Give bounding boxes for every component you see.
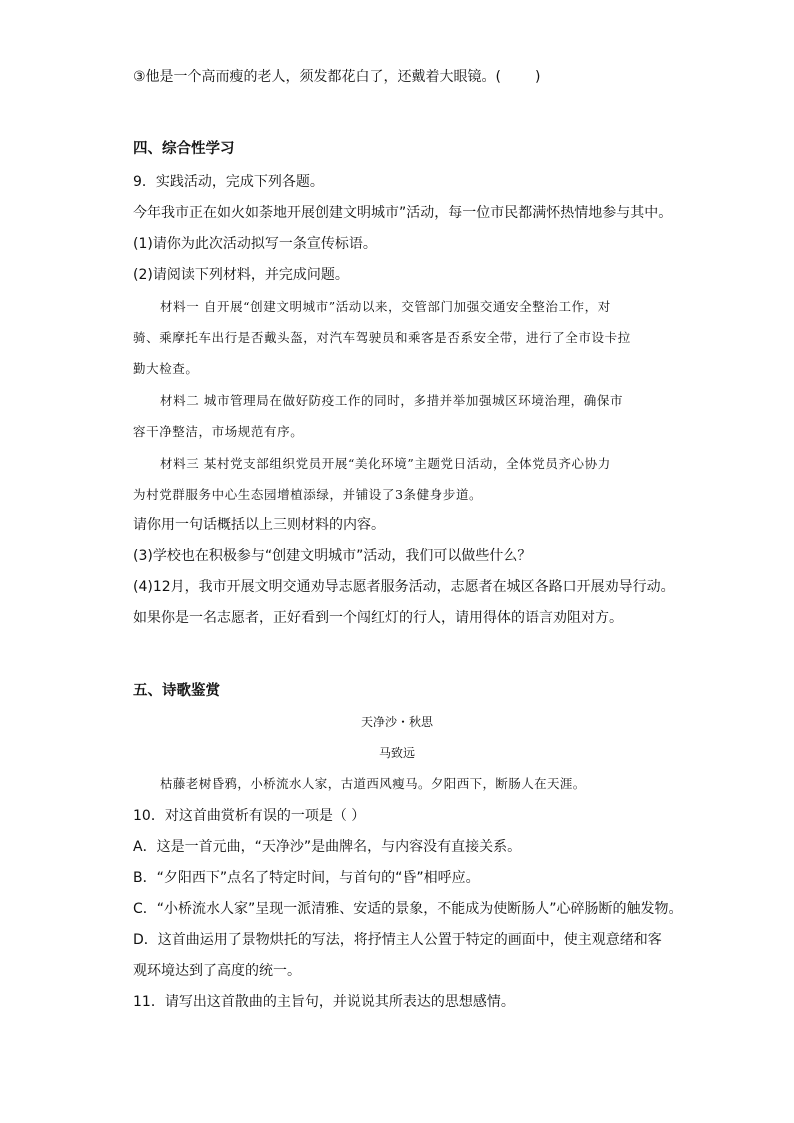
sub-question-3: (3)学校也在积极参与“创建文明城市”活动，我们可以做些什么？ (133, 548, 532, 564)
question-9-intro: 今年我市正在如火如荼地开展创建文明城市”活动，每一位市民都满怀热情地参与其中。 (133, 205, 673, 221)
item-3-text: ③他是一个高而瘦的老人，须发都花白了，还戴着大眼镜。( (133, 69, 502, 85)
poem-text: 枯藤老树昏鸦，小桥流水人家，古道西风瘦马。夕阳西下，断肠人在天涯。 (160, 776, 586, 791)
section-4-heading: 四、综合性学习 (133, 141, 235, 157)
option-d-line-2: 观环境达到了高度的统一。 (133, 963, 301, 979)
sub-question-2: (2)请阅读下列材料，并完成问题。 (133, 267, 349, 283)
material-1-line-3: 勤大检查。 (133, 361, 199, 376)
sub-question-4-line-2: 如果你是一名志愿者，正好看到一个闯红灯的行人，请用得体的语言劝阻对方。 (133, 610, 623, 626)
section-5-heading: 五、诗歌鉴赏 (133, 683, 220, 699)
option-a[interactable]: A．这是一首元曲，“天净沙”是曲牌名，与内容没有直接关系。 (133, 839, 522, 855)
question-9-title: 9．实践活动，完成下列各题。 (133, 174, 324, 190)
material-3-line-1: 材料三 某村党支部组织党员开展“美化环境”主题党日活动，全体党员齐心协力 (160, 456, 611, 471)
material-1-line-2: 骑、乘摩托车出行是否戴头盔，对汽车驾驶员和乘客是否系安全带，进行了全市设卡拉 (133, 330, 631, 345)
question-10: 10．对这首曲赏析有误的一项是（ ） (133, 808, 366, 824)
sub-question-4-line-1: (4)12月，我市开展文明交通劝导志愿者服务活动，志愿者在城区各路口开展劝导行动。 (133, 579, 675, 595)
material-2-line-2: 容干净整洁，市场规范有序。 (133, 424, 304, 439)
item-3-close: ) (535, 69, 541, 85)
material-3-line-2: 为村党群服务中心生态园增植添绿，并铺设了3条健身步道。 (133, 487, 483, 502)
material-1-line-1: 材料一 自开展“创建文明城市”活动以来，交管部门加强交通安全整治工作，对 (160, 299, 611, 314)
poem-title: 天净沙・秋思 (360, 715, 433, 729)
question-11: 11．请写出这首散曲的主旨句，并说说其所表达的思想感情。 (133, 994, 515, 1010)
poem-author: 马致远 (378, 746, 415, 760)
material-2-line-1: 材料二 城市管理局在做好防疫工作的同时，多措并举加强城区环境治理，确保市 (160, 393, 624, 408)
question-item-3 (133, 67, 540, 87)
option-c[interactable]: C．“小桥流水人家”呈现一派清雅、安适的景象，不能成为使断肠人”心碎肠断的触发物。 (133, 901, 683, 917)
option-b[interactable]: B．“夕阳西下”点名了特定时间，与首句的“昏”相呼应。 (133, 870, 480, 886)
sub-question-1: (1)请你为此次活动拟写一条宣传标语。 (133, 236, 377, 252)
option-d-line-1[interactable]: D．这首曲运用了景物烘托的写法，将抒情主人公置于特定的画面中，使主观意绪和客 (133, 932, 662, 948)
sub-question-2-prompt: 请你用一句话概括以上三则材料的内容。 (133, 517, 385, 533)
